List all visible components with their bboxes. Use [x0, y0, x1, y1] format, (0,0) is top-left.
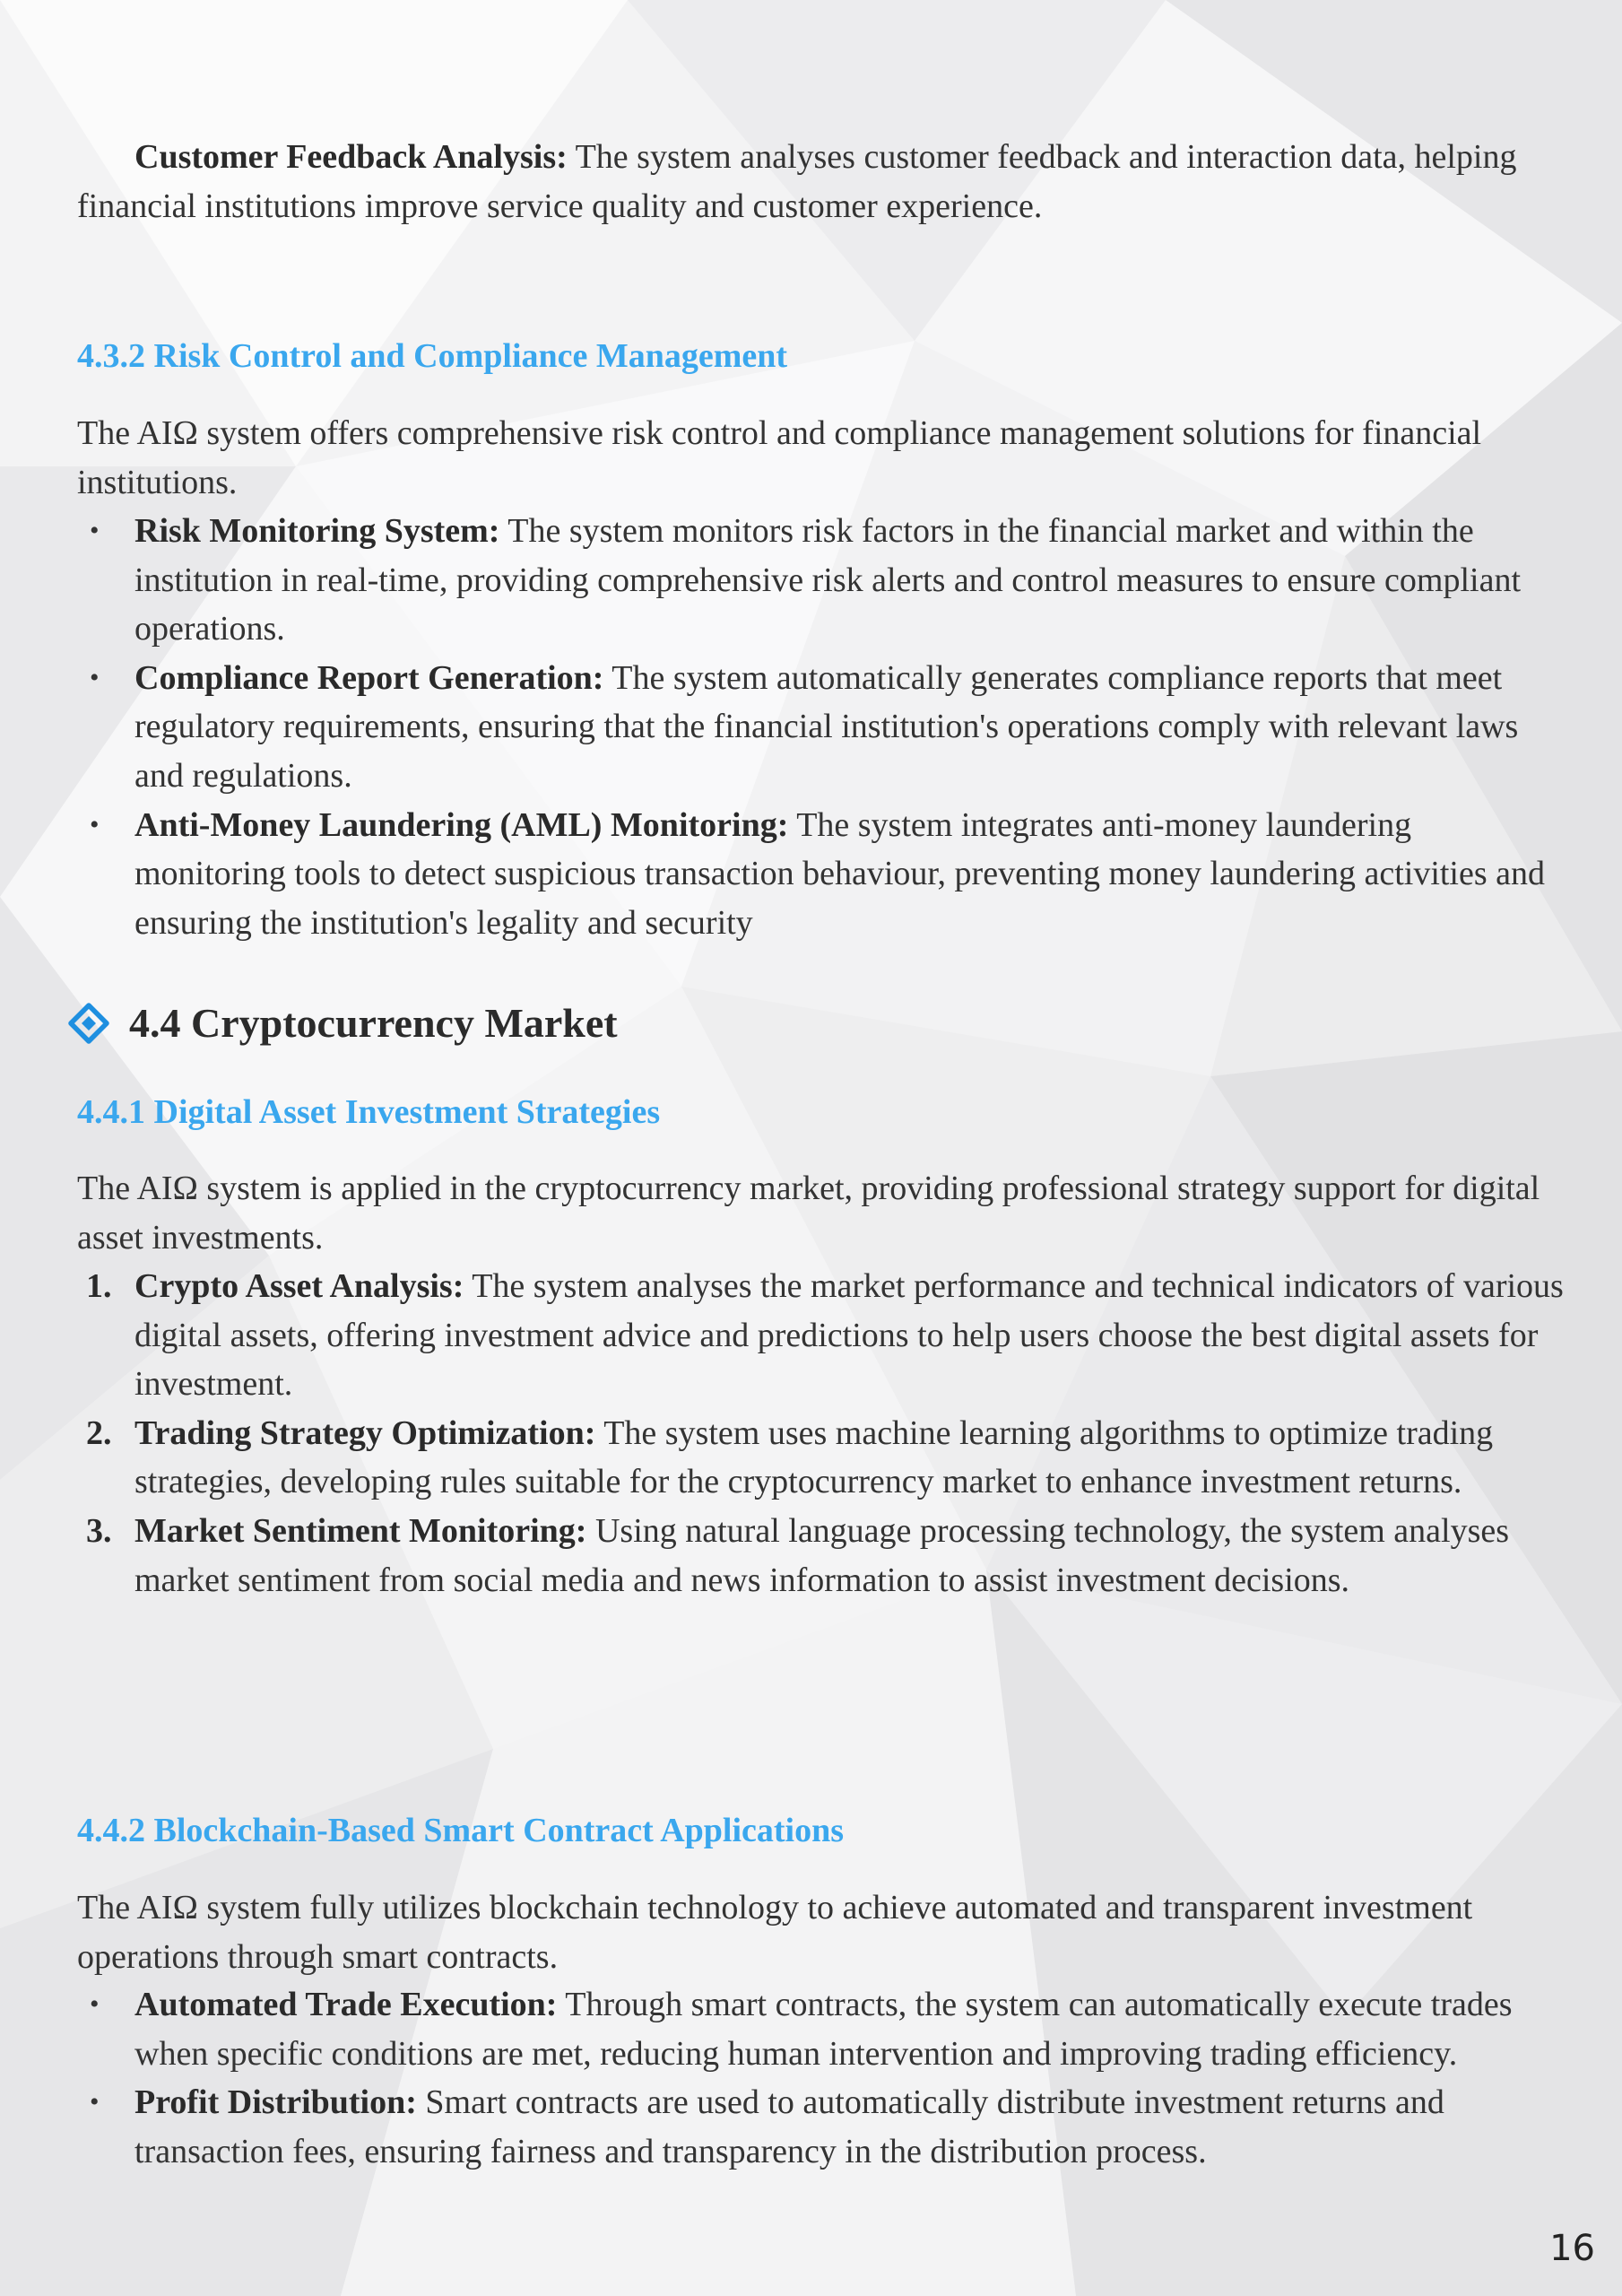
risk-control-intro: The AIΩ system offers comprehensive risk control and compliance management solutions for financial institutions.	[77, 414, 1482, 501]
list-item	[77, 654, 1566, 801]
smart-contract-list	[77, 1980, 1566, 2176]
item-label: Trading Strategy Optimization:	[134, 1413, 596, 1452]
item-text: The system automatically generates compliance reports that meet regulatory requirements, ensuring that the financial institution's operations comply with relevant laws and regulations.	[134, 658, 1519, 795]
item-text: The system analyses the market performance and technical indicators of various digital assets, offering investment advice and predictions to help users choose the best digital assets for investment.	[134, 1267, 1564, 1404]
item-text: The system monitors risk factors in the financial market and within the institution in real-time, providing comprehensive risk alerts and control measures to ensure compliant operations.	[134, 512, 1521, 648]
digital-asset-list	[77, 1262, 1566, 1605]
list-item	[77, 1980, 1566, 2078]
page-number: 16	[1549, 2228, 1595, 2269]
item-label: Crypto Asset Analysis:	[134, 1267, 464, 1305]
customer-feedback-paragraph	[77, 133, 1548, 230]
item-label: Risk Monitoring System:	[134, 512, 500, 550]
item-label: Automated Trade Execution:	[134, 1986, 558, 2023]
item-label: Compliance Report Generation:	[134, 658, 604, 697]
item-text: Using natural language processing technology, the system analyses market sentiment from social media and news information to assist investment decisions.	[134, 1511, 1510, 1599]
list-item	[77, 801, 1566, 948]
heading-4-4-1: 4.4.1 Digital Asset Investment Strategies	[77, 1093, 661, 1131]
item-label: Anti-Money Laundering (AML) Monitoring:	[134, 805, 789, 844]
risk-control-list	[77, 507, 1566, 947]
item-label: Market Sentiment Monitoring:	[134, 1511, 587, 1550]
item-text: The system uses machine learning algorithms to optimize trading strategies, developing rules suitable for the cryptocurrency market to enhance investment returns.	[134, 1413, 1494, 1501]
diamond-icon	[66, 1001, 111, 1046]
bullet-marker: •	[90, 809, 100, 839]
list-item	[77, 1507, 1566, 1605]
customer-feedback-label: Customer Feedback Analysis:	[134, 138, 568, 176]
list-item	[77, 507, 1566, 654]
item-number: 3.	[86, 1511, 112, 1550]
bullet-marker: •	[90, 2087, 100, 2118]
item-number: 1.	[86, 1267, 112, 1305]
item-text: The system integrates anti-money laundering monitoring tools to detect suspicious transaction behaviour, preventing money laundering activities and ensuring the institution's legality and security	[134, 805, 1546, 942]
section-4-4-header	[66, 1000, 618, 1047]
bullet-marker: •	[90, 662, 100, 692]
item-text: Smart contracts are used to automatically distribute investment returns and transaction fees, ensuring fairness and transparency in the distribution process.	[134, 2083, 1444, 2170]
heading-4-4-2: 4.4.2 Blockchain-Based Smart Contract Applications	[77, 1812, 845, 1849]
customer-feedback-text: The system analyses customer feedback and interaction data, helping financial institutions improve service quality and customer experience.	[77, 138, 1517, 225]
bullet-marker: •	[90, 516, 100, 545]
item-text: Through smart contracts, the system can automatically execute trades when specific conditions are met, reducing human intervention and improving trading efficiency.	[134, 1986, 1513, 2073]
list-item	[77, 1409, 1566, 1507]
list-item	[77, 2078, 1566, 2176]
item-label: Profit Distribution:	[134, 2083, 417, 2122]
item-number: 2.	[86, 1413, 112, 1452]
heading-4-3-2: 4.3.2 Risk Control and Compliance Management	[77, 337, 788, 375]
section-4-4-title: 4.4 Cryptocurrency Market	[129, 1000, 618, 1046]
list-item	[77, 1262, 1566, 1409]
bullet-marker: •	[90, 1989, 100, 2019]
smart-contract-intro: The AIΩ system fully utilizes blockchain technology to achieve automated and transparent investment operations through smart contracts.	[77, 1889, 1473, 1976]
digital-asset-intro: The AIΩ system is applied in the cryptocurrency market, providing professional strategy support for digital asset investments.	[77, 1170, 1540, 1257]
